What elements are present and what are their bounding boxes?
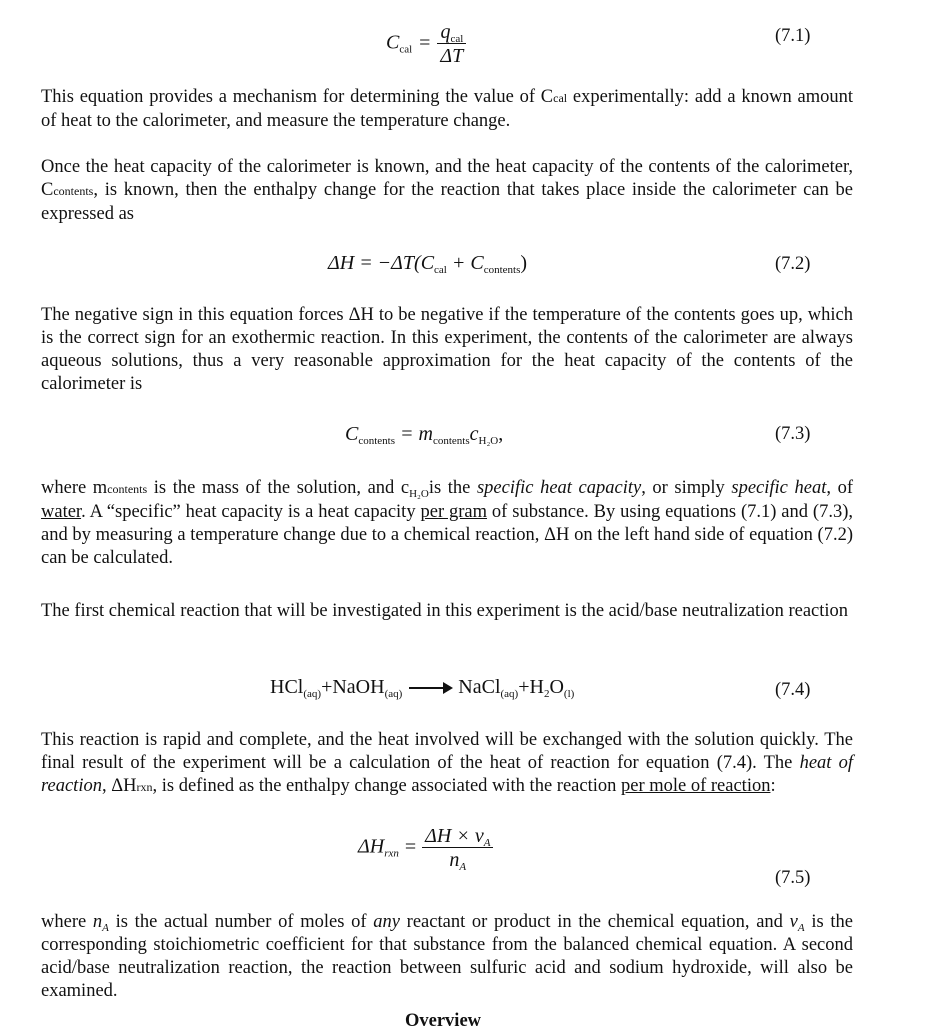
eq1-lhs: C (386, 31, 400, 54)
p6-b-sub: rxn (136, 780, 153, 794)
equation-number-7-3: (7.3) (775, 424, 811, 444)
p7-c: reactant or product in the chemical equation, and (399, 912, 790, 932)
eq5-denominator: n (449, 849, 460, 871)
p4-b-sub: H₂O (409, 488, 429, 500)
p1-text-b: experimentally: add a known amount of heat to the calorimeter, and measure the temperature change. (41, 87, 853, 131)
p6-a: This reaction is rapid and complete, and the heat involved will be exchanged with the solution quickly. The final result of the experiment will be a calculation of the heat of reaction for equation (7.4). The (41, 730, 853, 773)
eq5-fraction (422, 825, 493, 873)
eq4-hcl: HCl (270, 676, 304, 698)
eq1-equals: = (419, 31, 431, 54)
eq4-h: +H (518, 676, 544, 698)
p4-a-sub: contents (107, 482, 148, 496)
eq2-part-c: + C (446, 252, 484, 274)
p6-d: : (770, 776, 776, 796)
eq2-close-paren: ) (520, 252, 528, 274)
p1-text-sub: cal (553, 91, 568, 105)
p4-e: , of (826, 478, 853, 498)
paragraph-2 (41, 156, 853, 226)
p7-b: is the actual number of moles of (108, 912, 374, 932)
p4-c: is the (428, 478, 477, 498)
eq3-comma: , (498, 423, 504, 445)
p6-b: , ΔH (101, 776, 137, 796)
equation-number-7-4: (7.4) (775, 680, 811, 700)
equation-7-3 (345, 423, 504, 447)
p4-a: where m (41, 478, 108, 498)
eq5-denominator-sub: A (459, 861, 467, 873)
equation-7-2 (328, 252, 528, 276)
eq2-part-b: = −ΔT(C (354, 252, 435, 274)
eq1-numerator-sub: cal (450, 33, 464, 45)
p4-b: is the mass of the solution, and c (147, 478, 410, 498)
eq5-equals: = (404, 835, 417, 858)
eq1-numerator: q (440, 21, 451, 43)
p4-d-it: specific heat (731, 478, 827, 498)
eq5-lhs: ΔH (358, 835, 385, 858)
p4-f-ul: per gram (420, 502, 488, 522)
eq4-hcl-state: (aq) (303, 688, 322, 700)
eq5-lhs-sub: rxn (384, 847, 399, 860)
eq4-o: O (549, 676, 564, 698)
eq2-delta-h: ΔH (328, 252, 355, 274)
eq2-sub-contents: contents (483, 264, 521, 276)
eq1-lhs-sub: cal (399, 43, 413, 56)
eq2-sub-cal: cal (434, 264, 447, 276)
p6-a-it: heat of reaction (41, 753, 853, 796)
paragraph-4 (41, 477, 853, 570)
p7-b-it: any (373, 912, 400, 932)
eq4-naoh: +NaOH (321, 676, 385, 698)
eq3-sub-contents: contents (358, 435, 396, 447)
eq3-c: C (345, 423, 359, 445)
eq5-numerator: ΔH × ν (425, 825, 484, 847)
eq4-naoh-state: (aq) (384, 688, 403, 700)
p7-c-sub: A (797, 922, 805, 934)
equation-7-1 (386, 22, 466, 66)
eq1-fraction (437, 22, 466, 66)
eq3-m-sub: contents (432, 435, 470, 447)
p4-d: , or simply (641, 478, 732, 498)
paragraph-5: The first chemical reaction that will be investigated in this experiment is the acid/base neutralization reaction (41, 601, 849, 621)
eq4-nacl-state: (aq) (500, 688, 519, 700)
equation-number-7-2: (7.2) (775, 254, 811, 274)
p1-text-a: This equation provides a mechanism for determining the value of C (41, 87, 554, 107)
p4-f: . A “specific” heat capacity is a heat capacity (81, 502, 421, 522)
equation-7-5 (358, 825, 493, 873)
p7-d: is the corresponding stoichiometric coefficient for that substance from the balanced chemical equation. A second acid/base neutralization reaction, the reaction between sulfuric acid and sodium hydroxide, will also be examined. (41, 912, 853, 1001)
p6-c: , is defined as the enthalpy change associated with the reaction (152, 776, 621, 796)
p4-g: of substance. By using equations (7.1) and (7.3), and by measuring a temperature change due to a chemical reaction, ΔH on the left hand side of equation (7.2) can be calculated. (41, 502, 853, 568)
eq3-c-lower: c (469, 423, 479, 445)
equation-number-7-1: (7.1) (775, 26, 811, 46)
eq5-numerator-sub: A (483, 837, 491, 849)
p7-a-it: n (92, 912, 103, 932)
paragraph-6 (41, 729, 853, 799)
equation-7-4 (270, 676, 575, 700)
eq4-nacl: NaCl (458, 676, 501, 698)
eq3-m: = m (395, 423, 433, 445)
p7-a-sub: A (102, 922, 109, 934)
paragraph-1 (41, 86, 853, 133)
paragraph-3: The negative sign in this equation forces ΔH to be negative if the temperature of the contents goes up, which is the correct sign for an exothermic reaction. In this experiment, the contents of the calorimeter are always aqueous solutions, thus a very reasonable approximation for the heat capacity of the contents of the calorimeter is (41, 305, 853, 394)
p4-c-it: specific heat capacity (476, 478, 642, 498)
reaction-arrow-icon (409, 687, 451, 689)
p2-text-sub: contents (53, 184, 94, 198)
section-heading: Overview (405, 1011, 482, 1031)
p6-c-ul: per mole of reaction (620, 776, 771, 796)
eq1-denominator: ΔT (440, 45, 464, 67)
p2-text-b: , is known, then the enthalpy change for the reaction that takes place inside the calorimeter can be expressed as (41, 180, 853, 224)
eq3-c-sub: H₂O (478, 435, 499, 447)
p7-c-it: ν (789, 912, 798, 932)
p7-a: where (41, 912, 93, 932)
p4-e-ul: water (41, 502, 82, 522)
paragraph-7 (41, 911, 853, 1003)
p2-text-a: Once the heat capacity of the calorimeter is known, and the heat capacity of the contents of the calorimeter, C (41, 157, 853, 200)
eq4-o-state: (l) (563, 688, 575, 700)
eq4-h-sub: 2 (543, 688, 550, 700)
equation-number-7-5: (7.5) (775, 868, 811, 888)
